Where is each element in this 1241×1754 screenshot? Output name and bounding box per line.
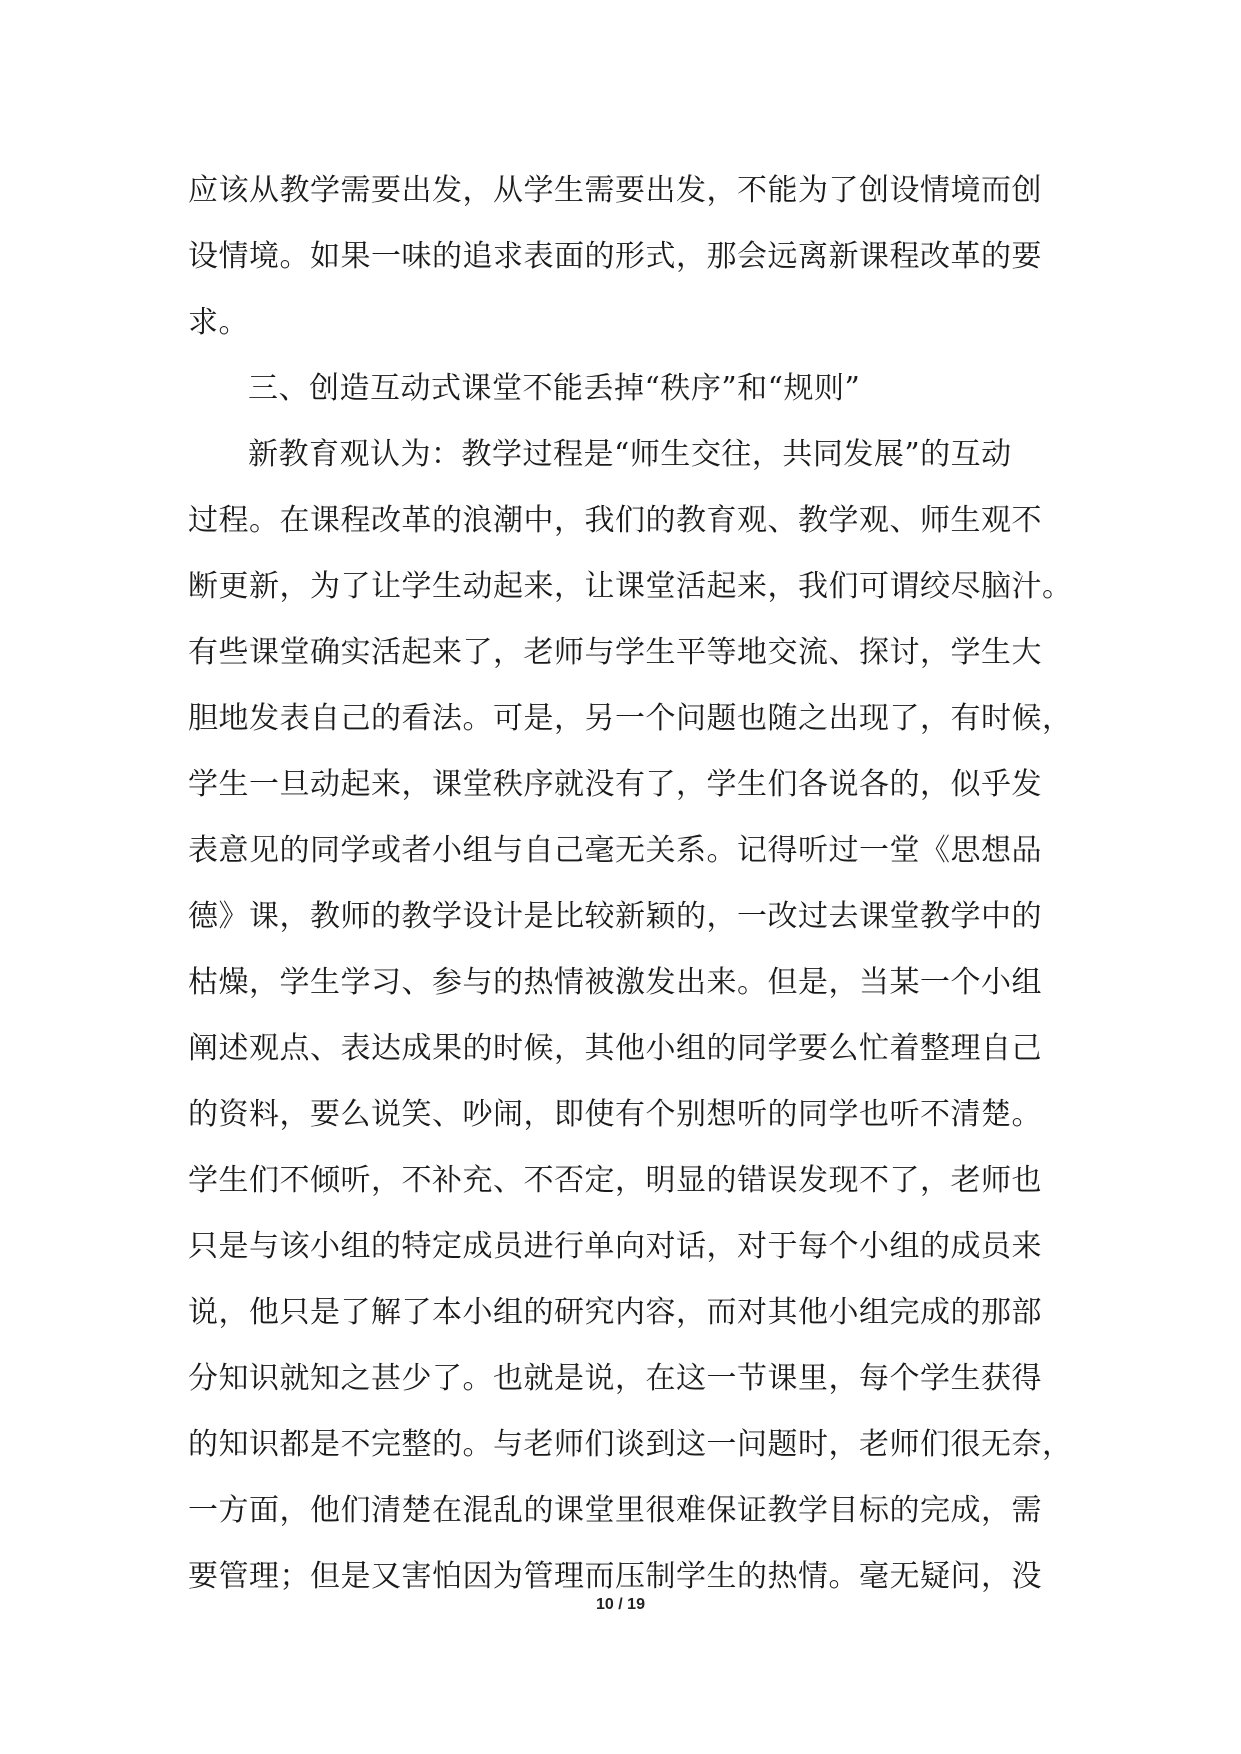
text-line: 新教育观认为：教学过程是“师生交往，共同发展”的互动 [248,437,1012,472]
text-line: 求。 [188,305,249,340]
text-line: 的知识都是不完整的。与老师们谈到这一问题时，老师们很无奈， [188,1427,1073,1462]
text-line: 分知识就知之甚少了。也就是说，在这一节课里，每个学生获得 [188,1361,1042,1396]
section-heading: 三、创造互动式课堂不能丢掉“秩序”和“规则” [248,371,861,406]
text-line: 应该从教学需要出发，从学生需要出发，不能为了创设情境而创 [188,173,1042,208]
body-text [188,158,1073,1610]
text-line: 过程。在课程改革的浪潮中，我们的教育观、教学观、师生观不 [188,503,1042,538]
text-line: 表意见的同学或者小组与自己毫无关系。记得听过一堂《思想品 [188,833,1042,868]
text-line: 一方面，他们清楚在混乱的课堂里很难保证教学目标的完成，需 [188,1493,1042,1528]
text-line: 枯燥，学生学习、参与的热情被激发出来。但是，当某一个小组 [188,965,1042,1000]
text-line: 说，他只是了解了本小组的研究内容，而对其他小组完成的那部 [188,1295,1042,1330]
text-line: 的资料，要么说笑、吵闹，即使有个别想听的同学也听不清楚。 [188,1097,1042,1132]
text-line: 阐述观点、表达成果的时候，其他小组的同学要么忙着整理自己 [188,1031,1042,1066]
text-line: 有些课堂确实活起来了，老师与学生平等地交流、探讨，学生大 [188,635,1042,670]
text-line: 学生一旦动起来，课堂秩序就没有了，学生们各说各的，似乎发 [188,767,1042,802]
text-line: 学生们不倾听，不补充、不否定，明显的错误发现不了，老师也 [188,1163,1042,1198]
text-line: 设情境。如果一味的追求表面的形式，那会远离新课程改革的要 [188,239,1042,274]
text-line: 德》课，教师的教学设计是比较新颖的，一改过去课堂教学中的 [188,899,1042,934]
page-number: 10 / 19 [596,1596,645,1613]
text-line: 断更新，为了让学生动起来，让课堂活起来，我们可谓绞尽脑汁。 [188,569,1073,604]
text-line: 要管理；但是又害怕因为管理而压制学生的热情。毫无疑问，没 [188,1559,1042,1594]
text-line: 胆地发表自己的看法。可是，另一个问题也随之出现了，有时候， [188,701,1073,736]
text-line: 只是与该小组的特定成员进行单向对话，对于每个小组的成员来 [188,1229,1042,1264]
